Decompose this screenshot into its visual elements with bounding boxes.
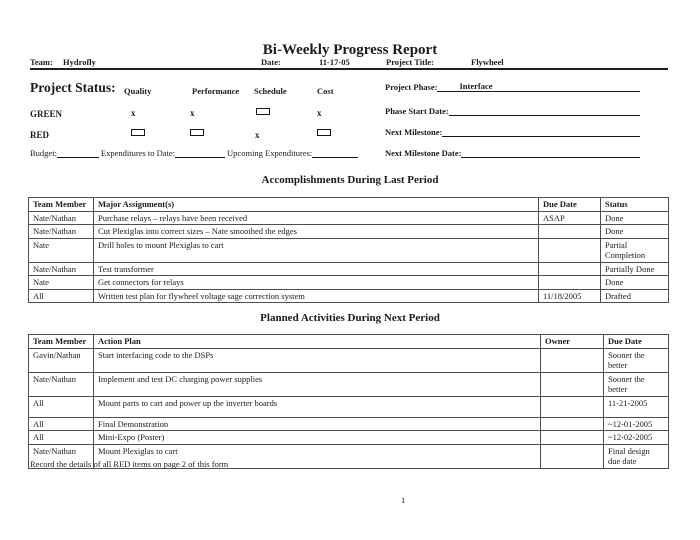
- cell-status: Done: [601, 225, 669, 239]
- red-quality-checkbox-icon: [131, 129, 145, 136]
- cell-due: ~12-02-2005: [604, 431, 669, 445]
- cell-team: Gavin/Nathan: [29, 348, 94, 372]
- cell-team: Nate/Nathan: [29, 211, 94, 225]
- team-label: Team:: [30, 57, 53, 67]
- cell-team: Nate/Nathan: [29, 262, 94, 276]
- col-action-plan: Action Plan: [94, 335, 541, 349]
- status-col-quality: Quality: [124, 86, 152, 96]
- cell-team: All: [29, 431, 94, 445]
- col-due-date: Due Date: [539, 198, 601, 212]
- cell-team: All: [29, 417, 94, 431]
- expenditures-label: Expenditures to Date:: [100, 148, 176, 158]
- cell-action: Mini-Expo (Poster): [94, 431, 541, 445]
- cell-assignment: Purchase relays – relays have been received: [94, 211, 539, 225]
- cell-due: [539, 276, 601, 290]
- col-team-member: Team Member: [29, 335, 94, 349]
- team-value: Hydrofly: [63, 57, 96, 67]
- accomplishments-table: [28, 197, 669, 303]
- cell-due: Sooner the better: [604, 372, 669, 396]
- table-row: [29, 276, 669, 290]
- cell-team: Nate/Nathan: [29, 444, 94, 468]
- project-status-label: Project Status:: [30, 80, 116, 95]
- cell-action: Mount parts to cart and power up the inverter boards: [94, 396, 541, 417]
- table-row: [29, 262, 669, 276]
- red-cost-checkbox-icon: [317, 129, 331, 136]
- planned-table: [28, 334, 669, 469]
- cell-team: All: [29, 289, 94, 303]
- cell-owner: [541, 431, 604, 445]
- red-schedule-mark: x: [255, 130, 260, 140]
- cell-status: Drafted: [601, 289, 669, 303]
- cell-action: Final Demonstration: [94, 417, 541, 431]
- cell-due: 11-21-2005: [604, 396, 669, 417]
- cell-assignment: Written test plan for flywheel voltage sage correction system: [94, 289, 539, 303]
- status-row-green-label: GREEN: [30, 109, 63, 119]
- cell-due: 11/18/2005: [539, 289, 601, 303]
- table-row: [29, 211, 669, 225]
- status-col-performance: Performance: [192, 86, 240, 96]
- col-due-date: Due Date: [604, 335, 669, 349]
- cell-action: Mount Plexiglas to cart: [94, 444, 541, 468]
- phase-start-date-row: [385, 105, 640, 116]
- cell-status: Partial Completion: [601, 238, 669, 262]
- col-team-member: Team Member: [29, 198, 94, 212]
- status-row-red-label: RED: [30, 130, 50, 140]
- upcoming-field: [312, 147, 358, 158]
- col-major-assignments: Major Assignment(s): [94, 198, 539, 212]
- header-line: [30, 56, 668, 70]
- red-performance-checkbox-icon: [190, 129, 204, 136]
- green-performance-mark: x: [190, 108, 195, 118]
- cell-owner: [541, 372, 604, 396]
- cell-due: ASAP: [539, 211, 601, 225]
- cell-team: Nate: [29, 276, 94, 290]
- next-milestone-field: [442, 126, 640, 137]
- table-row: [29, 289, 669, 303]
- cell-assignment: Test transformer: [94, 262, 539, 276]
- table-row: [29, 372, 669, 396]
- page-number: 1: [401, 495, 406, 505]
- table-row: [29, 396, 669, 417]
- phase-start-date-field: [449, 105, 640, 116]
- cell-owner: [541, 444, 604, 468]
- cell-status: Done: [601, 211, 669, 225]
- table-header-row: [29, 198, 669, 212]
- red-items-note: Record the details of all RED items on page 2 of this form: [30, 459, 229, 469]
- cell-status: Partially Done: [601, 262, 669, 276]
- next-milestone-label: Next Milestone:: [385, 127, 443, 137]
- cell-action: Implement and test DC charging power supplies: [94, 372, 541, 396]
- project-phase-label: Project Phase:: [385, 82, 438, 92]
- cell-owner: [541, 417, 604, 431]
- table-row: [29, 431, 669, 445]
- table-row: [29, 348, 669, 372]
- table-header-row: [29, 335, 669, 349]
- green-quality-mark: x: [131, 108, 136, 118]
- col-owner: Owner: [541, 335, 604, 349]
- upcoming-label: Upcoming Expenditures:: [227, 148, 313, 158]
- phase-start-date-label: Phase Start Date:: [385, 106, 449, 116]
- status-col-cost: Cost: [317, 86, 334, 96]
- table-row: [29, 417, 669, 431]
- green-schedule-checkbox-icon: [256, 108, 270, 115]
- page-title: Bi-Weekly Progress Report: [262, 42, 438, 58]
- cell-due: Final design due date: [604, 444, 669, 468]
- expenditures-field: [175, 147, 225, 158]
- accomplishments-heading: Accomplishments During Last Period: [261, 174, 439, 186]
- cell-team: All: [29, 396, 94, 417]
- cell-status: Done: [601, 276, 669, 290]
- cell-action: Start interfacing code to the DSPs: [94, 348, 541, 372]
- budget-field: [57, 147, 99, 158]
- budget-line: [30, 147, 380, 158]
- table-row: [29, 225, 669, 239]
- cell-assignment: Cut Plexiglas into correct sizes – Nate smoothed the edges: [94, 225, 539, 239]
- cell-assignment: Get connectors for relays: [94, 276, 539, 290]
- next-milestone-date-row: [385, 147, 640, 158]
- cell-team: Nate/Nathan: [29, 372, 94, 396]
- cell-owner: [541, 396, 604, 417]
- project-phase-value: Interface: [437, 81, 640, 92]
- next-milestone-row: [385, 126, 640, 137]
- cell-due: [539, 225, 601, 239]
- cell-owner: [541, 348, 604, 372]
- cell-team: Nate: [29, 238, 94, 262]
- cell-due: [539, 262, 601, 276]
- project-phase-row: [385, 81, 640, 92]
- date-value: 11-17-05: [319, 57, 350, 67]
- budget-label: Budget:: [30, 148, 57, 158]
- green-cost-mark: x: [317, 108, 322, 118]
- cell-team: Nate/Nathan: [29, 225, 94, 239]
- table-row: [29, 238, 669, 262]
- project-title-label: Project Title:: [386, 57, 434, 67]
- planned-heading: Planned Activities During Next Period: [260, 312, 440, 324]
- status-col-schedule: Schedule: [254, 86, 287, 96]
- cell-due: [539, 238, 601, 262]
- next-milestone-date-label: Next Milestone Date:: [385, 148, 462, 158]
- next-milestone-date-field: [461, 147, 640, 158]
- cell-due: Sooner the better: [604, 348, 669, 372]
- date-label: Date:: [261, 57, 281, 67]
- col-status: Status: [601, 198, 669, 212]
- project-title-value: Flywheel: [471, 57, 504, 67]
- cell-due: ~12-01-2005: [604, 417, 669, 431]
- cell-assignment: Drill holes to mount Plexiglas to cart: [94, 238, 539, 262]
